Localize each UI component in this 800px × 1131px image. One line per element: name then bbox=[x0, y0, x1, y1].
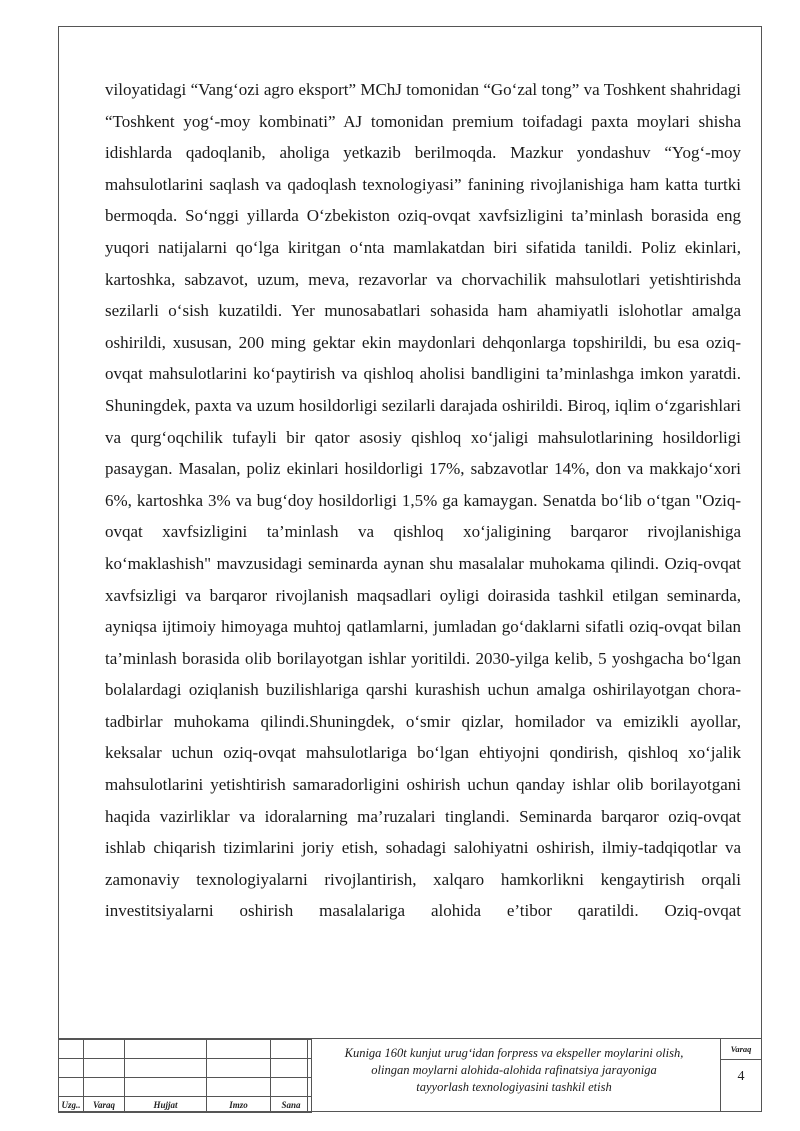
title-line-3: tayyorlash texnologiyasini tashkil etish bbox=[416, 1080, 612, 1094]
col-sign-label: Imzo bbox=[207, 1097, 271, 1113]
col-sheet-label: Varaq bbox=[84, 1097, 125, 1113]
title-block-grid bbox=[58, 1039, 312, 1113]
document-title bbox=[307, 1039, 721, 1112]
col-izm-label: Uzg.. bbox=[59, 1097, 84, 1113]
title-block bbox=[58, 1038, 762, 1112]
sheet-label: Varaq bbox=[721, 1039, 761, 1060]
title-line-2: olingan moylarni alohida-alohida rafinatsiya jarayoniga bbox=[371, 1063, 657, 1077]
col-date-label: Sana bbox=[271, 1097, 312, 1113]
title-line-1: Kuniga 160t kunjut urug‘idan forpress va ekspeller moylarini olish, bbox=[344, 1046, 684, 1060]
sheet-number: 4 bbox=[737, 1069, 745, 1084]
sheet-box bbox=[721, 1039, 761, 1112]
body-paragraph: viloyatidagi “Vang‘ozi agro eksport” MChJ tomonidan “Go‘zal tong” va Toshkent shahridagi “Toshkent yog‘-moy kombinati” AJ tomonidan premium toifadagi paxta moylari shisha idishlarda qadoqlanib, aholiga yetkazib berilmoqda. Mazkur yondashuv “Yog‘-moy mahsulotlarini saqlash va qadoqlash texnologiyasi” fanining rivojlanishiga ham katta turtki bermoqda. So‘nggi yillarda O‘zbekiston oziq-ovqat xavfsizligini ta’minlash borasida eng yuqori natijalarni qo‘lga kiritgan o‘nta mamlakatdan biri sifatida tanildi. Poliz ekinlari, kartoshka, sabzavot, uzum, meva, rezavorlar va chorvachilik mahsulotlari yetishtirishda sezilarli o‘sish kuzatildi. Yer munosabatlari sohasida ham ahamiyatli islohotlar amalga oshirildi, xususan, 200 ming gektar ekin maydonlari dehqonlarga topshirildi, bu esa oziq-ovqat mahsulotlarini ko‘paytirish va qishloq aholisi bandligini ta’minlashga imkon yaratdi. Shuningdek, paxta va uzum hosildorligi sezilarli darajada oshirildi. Biroq, iqlim o‘zgarishlari va qurg‘oqchilik tufayli bir qator asosiy qishloq xo‘jaligi mahsulotlarining hosildorligi pasaygan. Masalan, poliz ekinlari hosildorligi 17%, sabzavotlar 14%, don va makkajo‘xori 6%, kartoshka 3% va bug‘doy hosildorligi 1,5% ga kamaygan. Senatda bo‘lib o‘tgan "Oziq-ovqat xavfsizligini ta’minlash va qishloq xo‘jaligining barqaror rivojlanishiga ko‘maklashish" mavzusidagi seminarda aynan shu masalalar muhokama qilindi. Oziq-ovqat xavfsizligi va barqaror rivojlanish maqsadlari oyligi doirasida tashkil etilgan seminarda, ayniqsa ijtimoiy himoyaga muhtoj qatlamlarni, jumladan go‘daklarni sifatli oziq-ovqat bilan ta’minlash borasida olib borilayotgan ishlar yoritildi. 2030-yilga kelib, 5 yoshgacha bo‘lgan bolalardagi oziqlanish buzilishlariga qarshi kurashish uchun amalga oshirilayotgan chora-tadbirlar muhokama qilindi.Shuningdek, o‘smir qizlar, homilador va emizikli ayollar, keksalar uchun oziq-ovqat mahsulotlariga bo‘lgan ehtiyojni qondirish, qishloq xo‘jalik mahsulotlarini yetishtirish samaradorligini oshirish uchun qanday ishlar olib borilayotgani haqida vazirliklar va idoralarning ma’ruzalari tinglandi. Seminarda barqaror oziq-ovqat ishlab chiqarish tizimlarini joriy etish, sohadagi salohiyatni oshirish, ilmiy-tadqiqotlar va zamonaviy texnologiyalarni rivojlantirish, xalqaro hamkorlikni kengaytirish orqali investitsiyalarni oshirish masalalariga alohida e’tibor qaratildi. Oziq-ovqat bbox=[105, 80, 741, 921]
col-doc-label: Hujjat bbox=[125, 1097, 207, 1113]
